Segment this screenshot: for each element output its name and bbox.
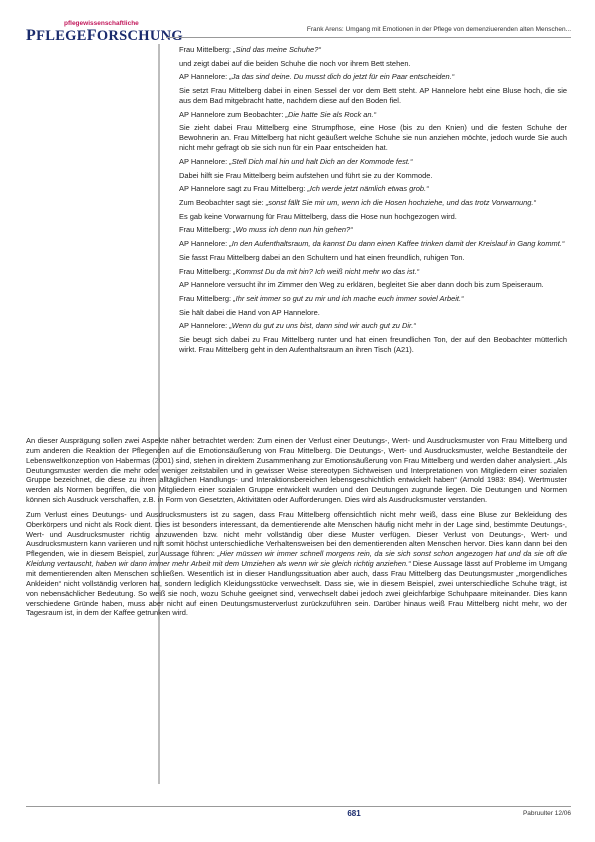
transcript-line: AP Hannelore zum Beobachter: „Die hatte Sie als Rock an.“ — [179, 109, 377, 119]
transcript-line: Dabei hilft sie Frau Mittelberg beim aufstehen und führt sie zu der Kommode. — [179, 170, 433, 180]
footer-divider — [26, 806, 571, 807]
transcript-line: AP Hannelore sagt zu Frau Mittelberg: „Ich werde jetzt nämlich etwas grob.“ — [179, 184, 429, 194]
body-paragraph: An dieser Ausprägung sollen zwei Aspekte näher betrachtet werden: Zum einen der Verlust einer Deutungs-, Wert- und Ausdrucksmuster von Frau Mittelberg und zum anderen die Reaktion der Pflegenden auf die Emotionsäußerung von Frau Mittelberg. Die Deutungs-, Wert- und Ausdrucksmuster, welche Bestandteile der Lebensweltkonzeption von Habermas (2001) sind, stehen in direktem Zusammenhang zur Emotionsäußerung von Frau Mittelberg und werden daher analysiert. „Als Deutungsmuster werden die mehr oder weniger zeitstabilen und in gewisser Weise stereotypen Sichtweisen und Interpretationen von Mitgliedern einer sozialen Gruppe bezeichnet, die diese zu ihren alltäglichen Handlungs- und Interaktionsbereichen lebensgeschichtlich entwickelt haben“ (Arnold 1983: 894). Wertmuster werden als Normen begriffen, die von Mitgliedern einer sozialen Gruppe entwickelt wurden und den Deutungen zugrunde liegen. Die Deutungen und Normen können sich Ausdruck verschaffen, z.B. in Form von Gesetzten, Aktivitäten oder Aufforderungen. Dies wird als Ausdrucksmuster verstanden. — [26, 436, 567, 505]
transcript-line: Frau Mittelberg: „Kommst Du da mit hin? Ich weiß nicht mehr wo das ist.“ — [179, 266, 420, 276]
transcript-line: Sie fasst Frau Mittelberg dabei an den Schultern und hat einen freundlich, ruhigen Ton. — [179, 252, 465, 262]
logo-title: PFLEGEFORSCHUNG — [26, 27, 183, 44]
transcript-margin-rule — [158, 44, 160, 784]
running-title: Frank Arens: Umgang mit Emotionen in der Pflege von demenziuerenden alten Menschen... — [306, 26, 571, 33]
transcript-line: Sie hält dabei die Hand von AP Hannelore. — [179, 307, 320, 317]
transcript-line: Frau Mittelberg: „Ihr seit immer so gut zu mir und ich mache euch immer soviel Arbeit.“ — [179, 293, 464, 303]
transcript-line: Zum Beobachter sagt sie: „sonst fällt Sie mir um, wenn ich die Hosen hochziehe, und das trotz Vorwarnung.“ — [179, 198, 536, 208]
inline-quote: „Hier müssen wir immer schnell morgens rein, da sie sich sonst schon angezogen hat und da sie oft die Kleidung vertauscht, haben wir dann immer mehr Arbeit mit dem Umziehen als wenn wir sie gleich richtig anziehen.“ — [26, 549, 567, 569]
issue-label: Pabruulter 12/06 — [522, 810, 571, 817]
transcript-line: und zeigt dabei auf die beiden Schuhe die noch vor ihrem Bett stehen. — [179, 58, 411, 68]
transcript-line: Frau Mittelberg: „Sind das meine Schuhe?“ — [179, 45, 321, 54]
page-footer — [26, 806, 571, 820]
logo-subtitle: pflegewissenschaftliche — [64, 20, 139, 27]
body-paragraph: Zum Verlust eines Deutungs- und Ausdrucksmusters ist zu sagen, dass Frau Mittelberg offensichtlich nicht mehr weiß, dass eine Bluse zur Bekleidung des Oberkörpers und nicht als Rock dient. Dies ist besonders interessant, da dementierende alte Menschen häufig nicht mehr in der Lage sind, bestimmte Deutungs-, Wert- und Ausdrucksmuster richtig anzuwenden bzw. nicht mehr vollständig über diese Muster verfügen. Dieser Verlust von Deutungs-, Wert- und Ausdrucksmustern kann variieren und ruft somit höchst unterschiedliche Verhaltensweisen bei den dementierenden alten Menschen hervor. Dies kann dann bei den Pflegenden, wie in diesem Beispiel, zur Aussage führen: „Hier müssen wir immer schnell morgens rein, da sie sich sonst schon angezogen hat und da sie oft die Kleidung vertauscht, haben wir dann immer mehr Arbeit mit dem Umziehen als wenn wir sie gleich richtig anziehen.“ Diese Aussage lässt auf Probleme im Umgang mit dementierenden alten Menschen schließen. Wesentlich ist in dieser Handlungssituation aber auch, dass Frau Mittelberg das Deutungsmuster „morgendliches Ankleiden“ nicht vollständig verloren hat, sondern lediglich Kleidungsstücke verwechselt. Dass sie, wie in diesem Beispiel, zwei unterschiedliche Schuhe trägt, ist von nebensächlicher Bedeutung. So weiß sie noch, wozu Schuhe geeignet sind, verwechselt dabei jedoch zwei gleichfarbige Schuhpaare miteinander. Dies kann verschiedene Gründe haben, muss aber nicht auf einen Deutungsmusterverlust zurückzuführen sein. Darüber hinaus weiß Frau Mittelberg nicht mehr, wo der Tagesraum ist, in dem der Kaffee getrunken wird. — [26, 509, 568, 618]
transcript-line: AP Hannelore: „In den Aufenthaltsraum, da kannst Du dann einen Kaffee trinken damit der Kreislauf in Gang kommt.“ — [179, 239, 565, 249]
transcript-line: AP Hannelore: „Stell Dich mal hin und halt Dich an der Kommode fest.“ — [179, 156, 413, 166]
transcript-line: Sie zieht dabei Frau Mittelberg eine Strumpfhose, eine Hose (bis zu den Knien) und die festen Schuhe der Bewohnerin an. Frau Mittelberg hat nicht geäußert welche Schuhe sie nun anziehen möchte, jedoch wurde Sie auch nicht mehr gefragt ob sie sich nun für ein Paar entscheiden hat. — [179, 123, 567, 153]
transcript-line: Frau Mittelberg: „Wo muss ich denn nun hin gehen?“ — [179, 225, 353, 235]
transcript-line: AP Hannelore versucht ihr im Zimmer den Weg zu erklären, begleitet Sie aber dann doch bis zum Speiseraum. — [179, 280, 544, 290]
header-divider — [166, 37, 571, 38]
transcript-line: Sie setzt Frau Mittelberg dabei in einen Sessel der vor dem Bett steht. AP Hannelore hebt eine Bluse hoch, die sie aus dem Bad mitgebracht hatte, nachdem diese auf den Boden fiel. — [179, 86, 567, 106]
transcript-line: AP Hannelore: „Ja das sind deine. Du musst dich do jetzt für ein Paar entscheiden.“ — [179, 72, 455, 82]
transcript-line: Es gab keine Vorwarnung für Frau Mittelberg, dass die Hose nun hochgezogen wird. — [179, 211, 457, 221]
observation-transcript — [179, 45, 567, 359]
transcript-line: AP Hannelore: „Wenn du gut zu uns bist, dann sind wir auch gut zu Dir.“ — [179, 321, 416, 331]
transcript-line: Sie beugt sich dabei zu Frau Mittelberg runter und hat einen freundlichen Ton, der auf den Beobachter mütterlich wirkt. Frau Mittelberg geht in den Aufenthaltsraum an ihren Tisch (A21). — [179, 335, 567, 354]
page-header — [26, 20, 571, 46]
page-number: 681 — [347, 809, 361, 818]
analysis-text — [26, 436, 567, 623]
